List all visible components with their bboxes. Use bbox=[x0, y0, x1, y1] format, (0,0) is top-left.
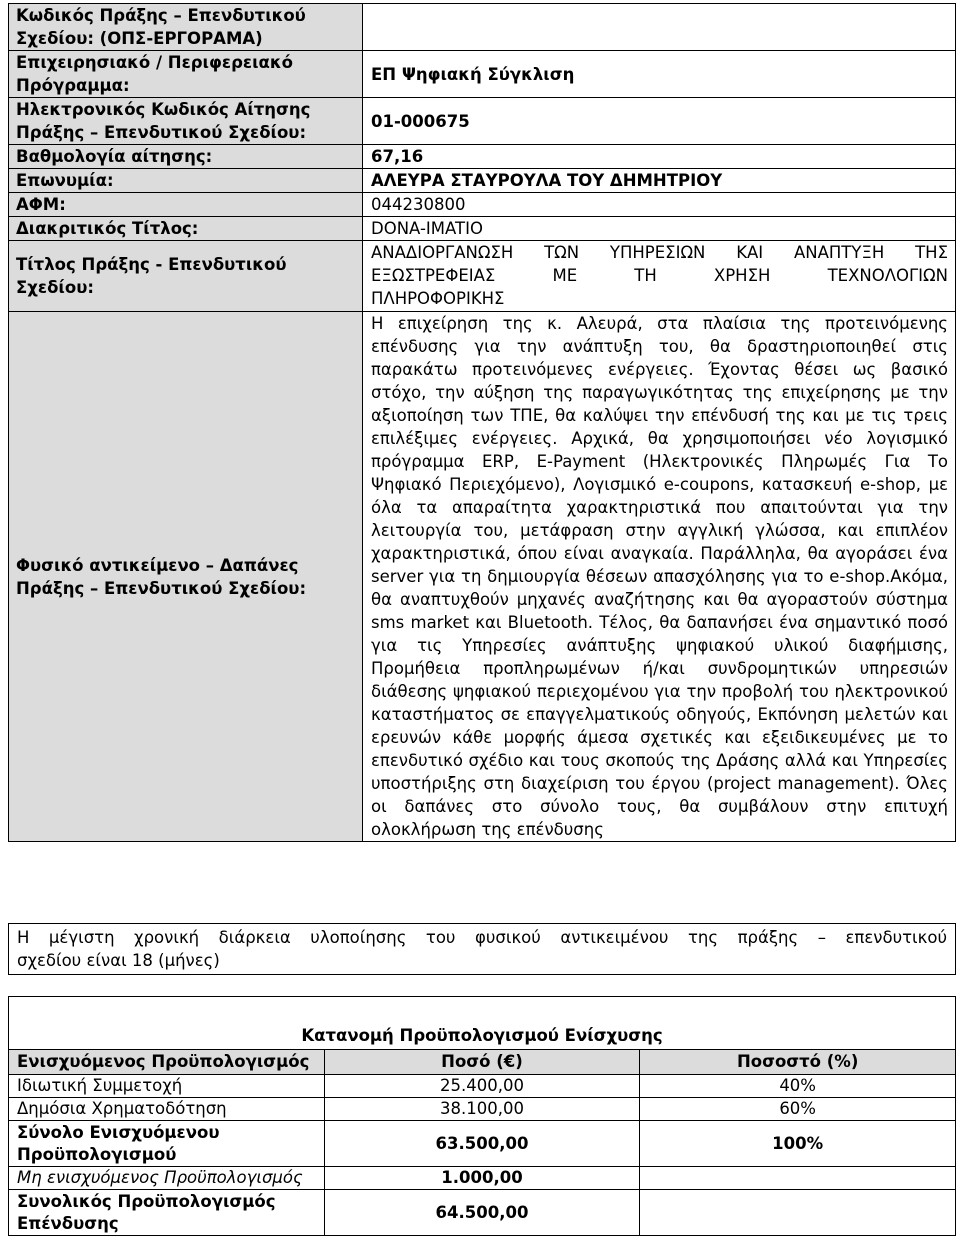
grand-label-line1: Συνολικός Προϋπολογισμός bbox=[17, 1191, 276, 1211]
afm-value: 044230800 bbox=[363, 193, 956, 217]
code-label bbox=[9, 4, 363, 51]
budget-title: Κατανομή Προϋπολογισμού Ενίσχυσης bbox=[9, 997, 956, 1050]
row-amount: 25.400,00 bbox=[324, 1075, 640, 1098]
title-value-line2: ΕΞΩΣΤΡΕΦΕΙΑΣ ΜΕ ΤΗ ΧΡΗΣΗ ΤΕΧΝΟΛΟΓΙΩΝ bbox=[371, 266, 948, 285]
table-row bbox=[9, 1075, 956, 1098]
name-label: Επωνυμία: bbox=[9, 169, 363, 193]
title-value-line1: ΑΝΑΔΙΟΡΓΑΝΩΣΗ ΤΩΝ ΥΠΗΡΕΣΙΩΝ ΚΑΙ ΑΝΑΠΤΥΞΗ ΤΗΣ bbox=[371, 243, 948, 262]
nonaided-amount: 1.000,00 bbox=[324, 1167, 640, 1190]
object-label-line2: Πράξης – Επενδυτικού Σχεδίου: bbox=[16, 578, 307, 598]
code-label-line2: Σχεδίου: (ΟΠΣ-ΕΡΓΟΡΑΜΑ) bbox=[16, 29, 263, 48]
table-row bbox=[9, 1098, 956, 1121]
ecode-label bbox=[9, 98, 363, 145]
brand-value: DONA-IMATIO bbox=[363, 217, 956, 241]
grand-label bbox=[9, 1190, 325, 1236]
title-value bbox=[363, 241, 956, 312]
total-percent: 100% bbox=[640, 1121, 956, 1167]
score-label: Βαθμολογία αίτησης: bbox=[9, 145, 363, 169]
grand-percent bbox=[640, 1190, 956, 1236]
name-value: ΑΛΕΥΡΑ ΣΤΑΥΡΟΥΛΑ ΤΟΥ ΔΗΜΗΤΡΙΟΥ bbox=[363, 169, 956, 193]
program-label bbox=[9, 51, 363, 98]
row-label: Δημόσια Χρηματοδότηση bbox=[9, 1098, 325, 1121]
total-label bbox=[9, 1121, 325, 1167]
code-value bbox=[363, 4, 956, 51]
object-label-line1: Φυσικό αντικείμενο – Δαπάνες bbox=[16, 555, 299, 575]
title-label bbox=[9, 241, 363, 312]
ecode-label-line2: Πράξης – Επενδυτικού Σχεδίου: bbox=[16, 123, 307, 142]
total-label-line2: Προϋπολογισμού bbox=[17, 1144, 177, 1164]
budget-header-category: Ενισχυόμενος Προϋπολογισμός bbox=[9, 1050, 325, 1075]
nonaided-row bbox=[9, 1167, 956, 1190]
budget-table bbox=[8, 996, 956, 1236]
total-label-line1: Σύνολο Ενισχυόμενου bbox=[17, 1122, 220, 1142]
program-value: ΕΠ Ψηφιακή Σύγκλιση bbox=[363, 51, 956, 98]
duration-line2: σχεδίου είναι 18 (μήνες) bbox=[17, 951, 220, 970]
nonaided-label: Μη ενισχυόμενος Προϋπολογισμός bbox=[9, 1167, 325, 1190]
title-label-line2: Σχεδίου: bbox=[16, 278, 94, 297]
program-label-line2: Πρόγραμμα: bbox=[16, 76, 130, 95]
row-percent: 40% bbox=[640, 1075, 956, 1098]
row-label: Ιδιωτική Συμμετοχή bbox=[9, 1075, 325, 1098]
total-row bbox=[9, 1121, 956, 1167]
score-value: 67,16 bbox=[363, 145, 956, 169]
program-label-line1: Επιχειρησιακό / Περιφερειακό bbox=[16, 53, 293, 72]
budget-header-amount: Ποσό (€) bbox=[324, 1050, 640, 1075]
object-label bbox=[9, 312, 363, 842]
brand-label: Διακριτικός Τίτλος: bbox=[9, 217, 363, 241]
title-label-line1: Τίτλος Πράξης - Επενδυτικού bbox=[16, 255, 287, 274]
grand-label-line2: Επένδυσης bbox=[17, 1213, 119, 1233]
nonaided-percent bbox=[640, 1167, 956, 1190]
project-info-table bbox=[8, 3, 956, 842]
row-amount: 38.100,00 bbox=[324, 1098, 640, 1121]
grand-amount: 64.500,00 bbox=[324, 1190, 640, 1236]
ecode-label-line1: Ηλεκτρονικός Κωδικός Αίτησης bbox=[16, 100, 311, 119]
code-label-line1: Κωδικός Πράξης – Επενδυτικού bbox=[16, 6, 306, 25]
grand-total-row bbox=[9, 1190, 956, 1236]
object-description: Η επιχείρηση της κ. Αλευρά, στα πλαίσια της προτεινόμενης επένδυσης για την ανάπτυξη του, θα δραστηριοποιηθεί στις παρακάτω προτεινόμενες ενέργειες. Έχοντας θέσει ως βασικό στόχο, την αύξηση της παραγωγικότητας της επιχείρησης με την αξιοποίηση των ΤΠΕ, θα καλύψει την επένδυσή της και με τις τρεις επιλέξιμες ενέργειες. Αρχικά, θα χρησιμοποιήσει νέο λογισμικό πρόγραμμα ERP, E-Payment (Ηλεκτρονικές Πληρωμές Για Το Ψηφιακό Περιεχόμενο), Λογισμικό e-coupons, κατασκευή e-shop, με όλα τα απαραίτητα χαρακτηριστικά που απαιτούνται για την λειτουργία του, μετάφραση στην αγγλική γλώσσα, και επιπλέον χαρακτηριστικά, όπου είναι αναγκαία. Παράλληλα, θα αγοράσει ένα server για τη δημιουργία θέσεων απασχόλησης για το e-shop.Ακόμα, θα αναπτυχθούν μηχανές αναζήτησης και θα αγοραστούν σύστημα sms market και Bluetooth. Τέλος, θα δαπανήσει ένα σημαντικό ποσό για τις Υπηρεσίες ανάπτυξης ψηφιακού υλικού διαφήμισης, Προμήθεια προπληρωμένων ή/και συνδρομητικών υπηρεσιών διάθεσης ψηφιακού περιεχομένου για την προβολή του ηλεκτρονικού καταστήματος σε επαγγελματικούς οδηγούς, Εκπόνηση μελετών και ερευνών κάθε μορφής άμεσα σχετικές και εξειδικευμένες με το επενδυτικό σχέδιο και τους σκοπούς της Δράσης αλλά και Υπηρεσίες υποστήριξης στη διαχείριση του έργου (project management). Όλες οι δαπάνες στο σύνολο τους, θα συμβάλουν στην επιτυχή ολοκλήρωση της επένδυσης bbox=[363, 312, 956, 842]
total-amount: 63.500,00 bbox=[324, 1121, 640, 1167]
duration-line1: Η μέγιστη χρονική διάρκεια υλοποίησης του φυσικού αντικειμένου της πράξης – επενδυτικού bbox=[17, 928, 947, 947]
ecode-value: 01-000675 bbox=[363, 98, 956, 145]
budget-header-percent: Ποσοστό (%) bbox=[640, 1050, 956, 1075]
duration-box bbox=[8, 923, 956, 975]
afm-label: ΑΦΜ: bbox=[9, 193, 363, 217]
row-percent: 60% bbox=[640, 1098, 956, 1121]
title-value-line3: ΠΛΗΡΟΦΟΡΙΚΗΣ bbox=[371, 289, 505, 308]
